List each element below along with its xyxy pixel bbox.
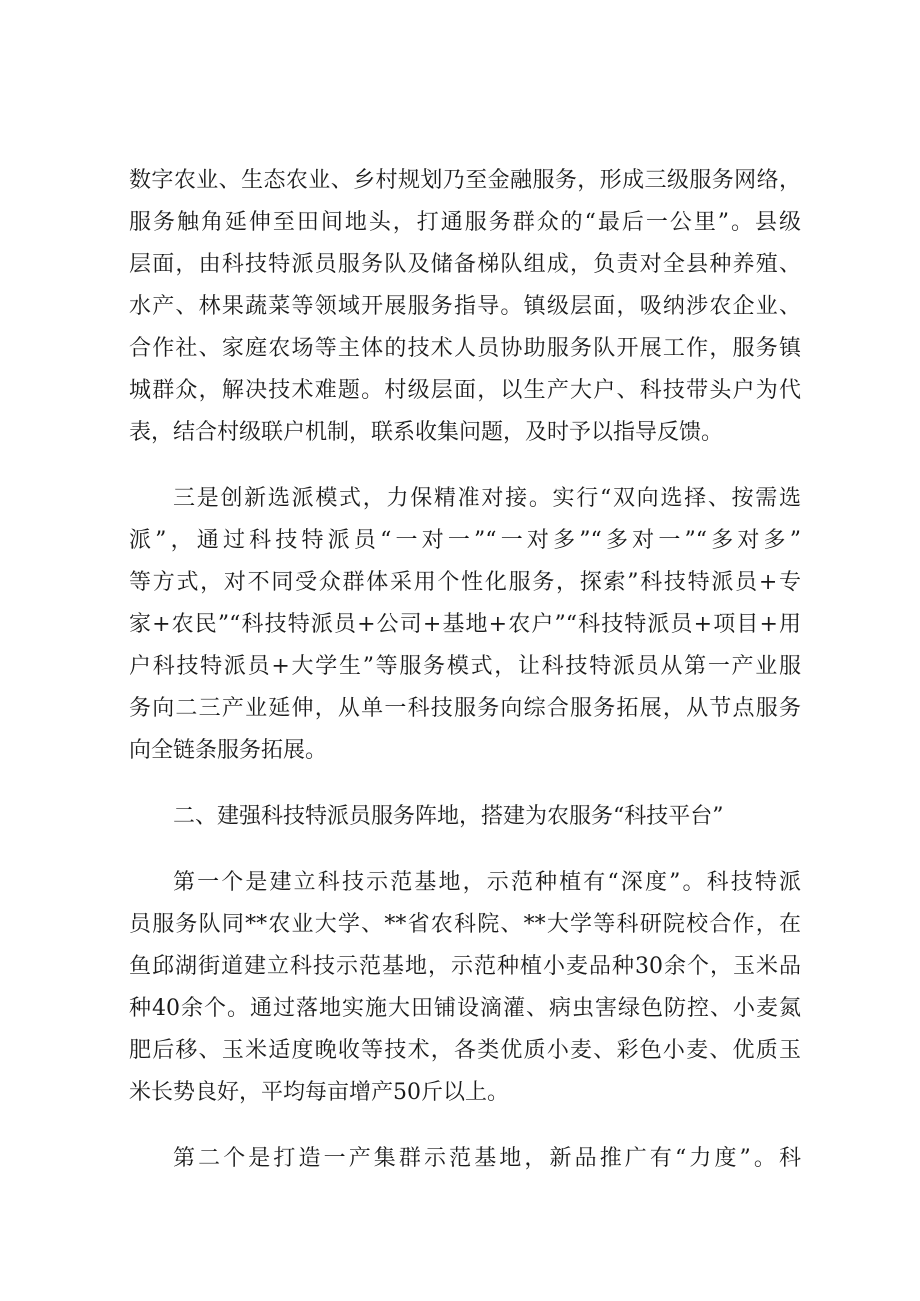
text-line: 第二个是打造一产集群示范基地，新品推广有“力度”。科 xyxy=(173,1146,801,1171)
text-line: 种40余个。通过落地实施大田铺设滴灌、病虫害绿色防控、小麦氮 xyxy=(129,996,801,1021)
text-line: 务向二三产业延伸，从单一科技服务向综合服务拓展，从节点服务 xyxy=(129,696,801,721)
text-line: 水产、林果蔬菜等领域开展服务指导。镇级层面，吸纳涉农企业、 xyxy=(129,294,801,319)
text-line: 三是创新选派模式，力保精准对接。实行“双向选择、按需选 xyxy=(173,486,801,511)
document-body xyxy=(129,160,801,1180)
text-line: 层面，由科技特派员服务队及储备梯队组成，负责对全县种养殖、 xyxy=(129,252,801,277)
paragraph-innovation-model xyxy=(129,478,801,772)
text-line: 合作社、家庭农场等主体的技术人员协助服务队开展工作，服务镇 xyxy=(129,336,801,361)
text-line: 派”，通过科技特派员“一对一”“一对多”“多对一”“多对多” xyxy=(129,528,801,553)
text-line: 家+农民”“科技特派员+公司+基地+农户”“科技特派员+项目+用 xyxy=(129,612,801,637)
text-line: 数字农业、生态农业、乡村规划乃至金融服务，形成三级服务网络， xyxy=(129,168,801,193)
text-line: 户科技特派员+大学生”等服务模式，让科技特派员从第一产业服 xyxy=(129,654,801,679)
text-line: 表，结合村级联户机制，联系收集问题，及时予以指导反馈。 xyxy=(129,420,724,445)
text-line: 服务触角延伸至田间地头，打通服务群众的“最后一公里”。县级 xyxy=(129,210,801,235)
section-heading: 二、建强科技特派员服务阵地，搭建为农服务“科技平台” xyxy=(173,804,724,829)
text-line: 肥后移、玉米适度晚收等技术，各类优质小麦、彩色小麦、优质玉 xyxy=(129,1038,801,1063)
text-line: 员服务队同**农业大学、**省农科院、**大学等科研院校合作，在 xyxy=(129,912,801,937)
text-line: 米长势良好，平均每亩增产50斤以上。 xyxy=(129,1080,509,1105)
text-line: 等方式，对不同受众群体采用个性化服务，探索”科技特派员+专 xyxy=(129,570,801,595)
text-line: 城群众，解决技术难题。村级层面，以生产大户、科技带头户为代 xyxy=(129,378,801,403)
text-line: 第一个是建立科技示范基地，示范种植有“深度”。科技特派 xyxy=(173,870,801,895)
text-line: 鱼邱湖街道建立科技示范基地，示范种植小麦品种30余个，玉米品 xyxy=(129,954,801,979)
text-line: 向全链条服务拓展。 xyxy=(129,738,328,763)
paragraph-cluster-base xyxy=(129,1138,801,1180)
paragraph-service-network xyxy=(129,160,801,454)
paragraph-demo-base xyxy=(129,862,801,1114)
